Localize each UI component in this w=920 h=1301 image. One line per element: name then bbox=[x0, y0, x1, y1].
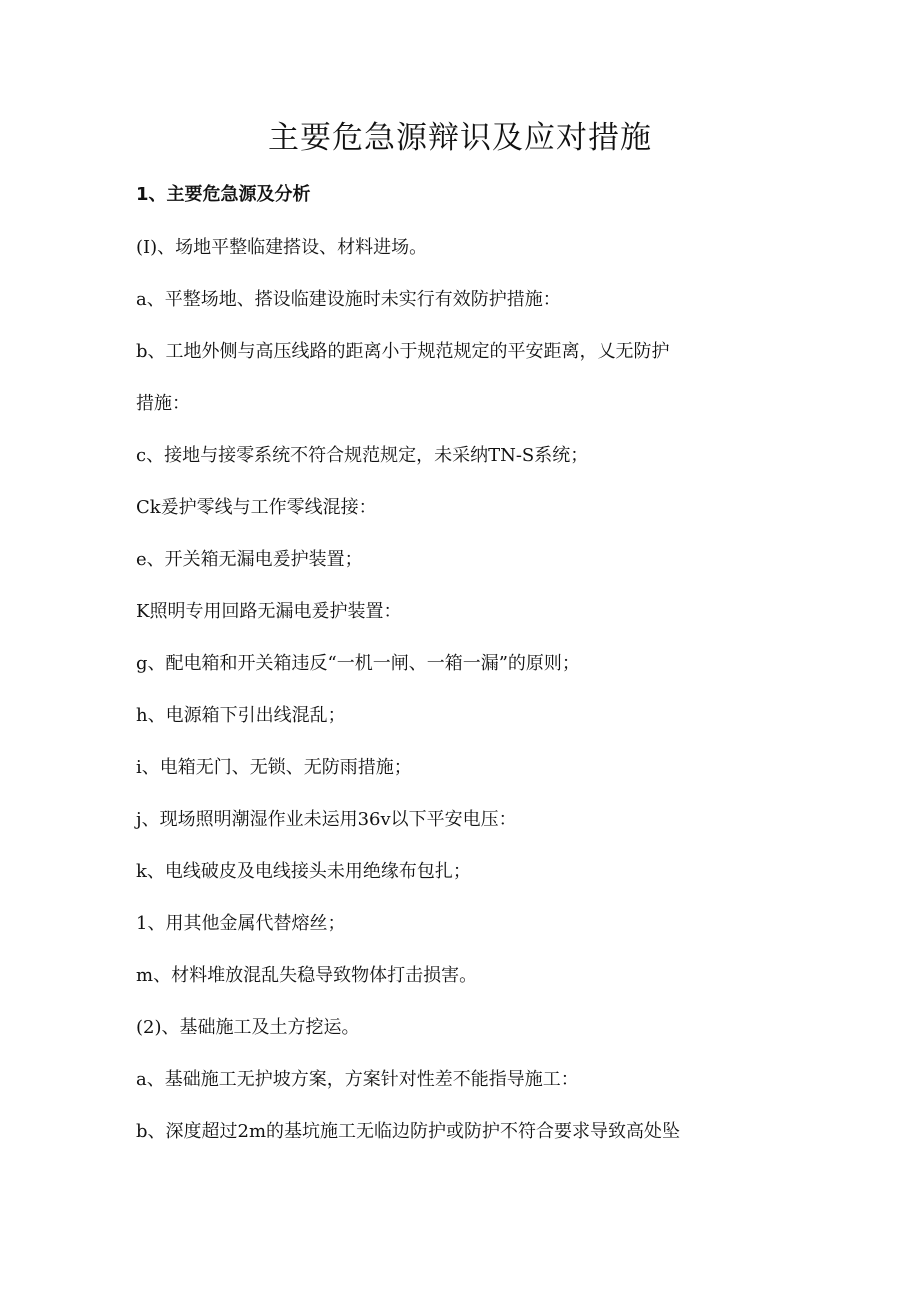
paragraph-line: i、电箱无门、无锁、无防雨措施； bbox=[136, 757, 412, 778]
paragraph-line: (I)、场地平整临建搭设、材料进场。 bbox=[136, 237, 428, 258]
paragraph-line: a、平整场地、搭设临建设施时未实行有效防护措施： bbox=[136, 289, 561, 310]
page-title: 主要危急源辩识及应对措施 bbox=[268, 120, 652, 156]
paragraph-line: 1、用其他金属代替熔丝； bbox=[136, 913, 346, 934]
paragraph-line: e、开关箱无漏电爰护装置； bbox=[136, 549, 363, 570]
paragraph-line: K照明专用回路无漏电爰护装置： bbox=[136, 601, 402, 622]
paragraph-line: h、电源箱下引出线混乱； bbox=[136, 705, 346, 726]
paragraph-line: (2)、基础施工及土方挖运。 bbox=[136, 1017, 360, 1038]
paragraph-line: g、配电箱和开关箱违反“一机一闸、一箱一漏”的原则； bbox=[136, 653, 580, 674]
section-heading: 1、主要危急源及分析 bbox=[136, 184, 311, 205]
paragraph-line: 措施： bbox=[136, 393, 190, 414]
paragraph-line: k、电线破皮及电线接头未用绝缘布包扎； bbox=[136, 861, 471, 882]
paragraph-line: c、接地与接零系统不符合规范规定，未采纳TN-S系统； bbox=[136, 445, 589, 466]
paragraph-line: m、材料堆放混乱失稳导致物体打击损害。 bbox=[136, 965, 478, 986]
paragraph-line: Ck爰护零线与工作零线混接： bbox=[136, 497, 377, 518]
paragraph-line: a、基础施工无护坡方案，方案针对性差不能指导施工： bbox=[136, 1069, 579, 1090]
paragraph-line: b、深度超过2m的基坑施工无临边防护或防护不符合要求导致高处坠 bbox=[136, 1121, 681, 1142]
paragraph-line: b、工地外侧与高压线路的距离小于规范规定的平安距离，乂无防护 bbox=[136, 341, 670, 362]
paragraph-line: j、现场照明潮湿作业未运用36v以下平安电压： bbox=[136, 809, 517, 830]
